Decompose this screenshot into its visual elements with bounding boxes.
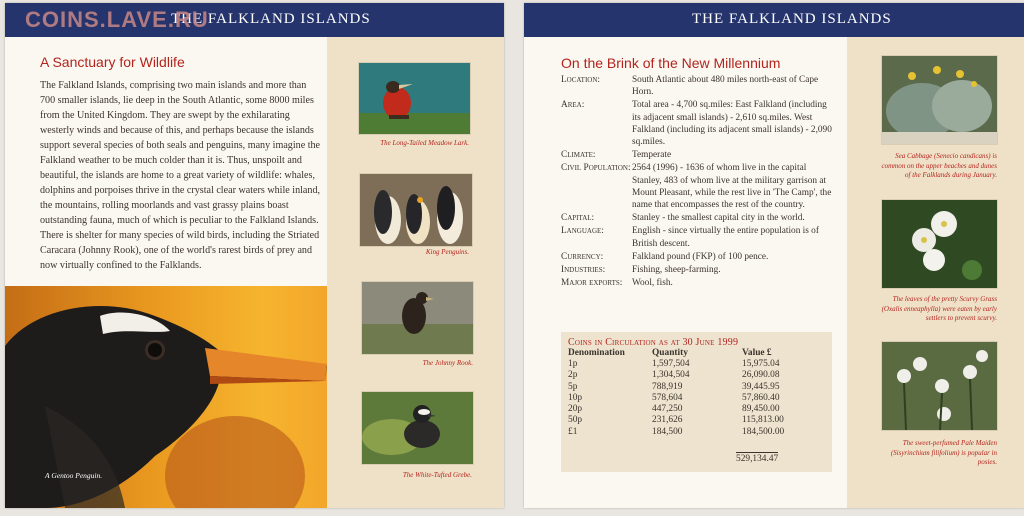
meadow-lark-photo <box>358 62 471 135</box>
fact-value: 2564 (1996) - 1636 of whom live in the capital Stanley, 483 of whom live at the military garrison at Mount Pleasant, while the rest live in 'The Camp', the name that encompasses the rest of the country. <box>632 163 832 211</box>
photo-caption: Sea Cabbage (Senecio candicans) is common on the upper beaches and dunes of the Falklands during January. <box>881 152 997 179</box>
photo-caption: The Johnny Rook. <box>422 359 473 367</box>
coins-title: Coins in Circulation as at 30 June 1999 <box>568 337 739 348</box>
value-cell: 89,450.00 <box>742 404 780 415</box>
value-cell: 57,860.40 <box>742 392 780 403</box>
denomination-cell: 1p <box>568 359 578 369</box>
table-row <box>566 370 822 381</box>
denomination-cell: 5p <box>568 381 578 392</box>
table-row <box>566 404 822 415</box>
quantity-cell: 447,250 <box>652 404 683 415</box>
column-header: Value £ <box>742 348 772 358</box>
quantity-cell: 1,597,504 <box>652 359 690 369</box>
scurvy-grass-photo <box>881 199 998 289</box>
fact-row <box>561 99 832 148</box>
value-cell: 115,813.00 <box>742 415 784 426</box>
table-row <box>566 359 822 370</box>
facts-list <box>561 74 832 290</box>
right-page <box>524 3 1024 508</box>
fact-label: Currency: <box>561 251 604 262</box>
table-row <box>566 415 822 426</box>
fact-label: Major exports: <box>561 278 623 289</box>
gentoo-penguin-photo <box>5 286 327 508</box>
fact-value: English - since virtually the entire population is of British descent. <box>632 226 819 249</box>
value-cell: 39,445.95 <box>742 381 780 392</box>
fact-value: Fishing, sheep-farming. <box>632 265 721 276</box>
quantity-cell: 231,626 <box>652 415 683 426</box>
fact-row <box>561 225 832 249</box>
fact-row <box>561 149 832 161</box>
johnny-rook-photo <box>361 281 474 355</box>
fact-row <box>561 277 832 289</box>
photo-caption: The sweet-perfumed Pale Maiden (Sisyrinchium filifolium) is popular in posies. <box>890 439 997 466</box>
photo-caption: King Penguins. <box>425 248 469 256</box>
photo-caption: The White-Tufted Grebe. <box>402 471 472 479</box>
quantity-cell: 184,500 <box>652 426 683 437</box>
fact-row <box>561 264 832 276</box>
fact-row <box>561 251 832 263</box>
value-cell: 26,090.08 <box>742 370 780 381</box>
coins-table-box <box>561 332 832 472</box>
fact-value: Stanley - the smallest capital city in the world. <box>632 213 805 224</box>
quantity-cell: 1,304,504 <box>652 370 690 381</box>
banner <box>524 3 1024 37</box>
fact-label: Language: <box>561 226 604 237</box>
table-row <box>566 382 822 393</box>
total-value: 529,134.47 <box>736 454 779 464</box>
banner-title: THE FALKLAND ISLANDS <box>171 11 371 27</box>
section-heading: A Sanctuary for Wildlife <box>40 54 185 70</box>
table-row <box>566 393 822 404</box>
denomination-cell: 2p <box>568 370 578 381</box>
king-penguins-photo <box>359 173 473 247</box>
pale-maiden-photo <box>881 341 998 431</box>
fact-label: Climate: <box>561 150 596 161</box>
banner-title: THE FALKLAND ISLANDS <box>692 11 892 27</box>
grebe-photo <box>361 391 474 465</box>
fact-value: Temperate <box>632 150 672 161</box>
body-text: The Falkland Islands, comprising two main islands and more than 700 smaller islands, lie deep in the South Atlantic, some 8000 miles from the United Kingdom. They are swept by the exhilarating westerly winds and because of this, and perhaps because the islands support several species of both seals and penguins, many imagine the Falkland weather to be much colder than it is. Thus, unspoilt and beautiful, the islands are home to a great variety of wildlife: whales, dolphins and porpoises thrive in the crystal clear waters while inland, the mountains, rolling moorlands and vast grassy plains boast outstanding fauna, much of which is peculiar to the Falkland Islands. There is shelter for many species of wild birds, including the Striated Caracara (Johnny Rook), one of the world's rarest birds of prey and now virtually confined to the Falklands. <box>40 80 321 271</box>
denomination-cell: 10p <box>568 392 583 403</box>
value-cell: 15,975.04 <box>742 359 780 369</box>
denomination-cell: £1 <box>568 426 578 437</box>
column-header: Denomination <box>568 348 625 358</box>
fact-value: Total area - 4,700 sq.miles: East Falkland (including its adjacent small islands) - 2,610 sq.miles. West Falkland (including its adjacent small islands) - 2,090 sq.miles. <box>632 100 832 148</box>
penguin-caption: A Gentoo Penguin. <box>45 471 103 480</box>
fact-row <box>561 162 832 211</box>
photo-caption: The leaves of the pretty Scurvy Grass (Oxalis enneaphylla) were eaten by early settlers to prevent scurvy. <box>881 295 997 322</box>
denomination-cell: 20p <box>568 404 583 415</box>
coins-table <box>566 348 822 438</box>
watermark: COINS.LAVE.RU <box>25 7 209 32</box>
photo-caption: The Long-Tailed Meadow Lark. <box>380 139 469 147</box>
fact-label: Capital: <box>561 213 595 224</box>
fact-value: South Atlantic about 480 miles north-east of Cape Horn. <box>632 75 819 98</box>
fact-label: Civil Population: <box>561 163 631 174</box>
fact-value: Falkland pound (FKP) of 100 pence. <box>632 251 769 262</box>
section-heading: On the Brink of the New Millennium <box>561 55 781 71</box>
fact-row <box>561 74 832 98</box>
left-page <box>5 3 504 508</box>
sea-cabbage-photo <box>881 55 998 145</box>
table-row <box>566 427 822 438</box>
fact-value: Wool, fish. <box>632 278 673 289</box>
fact-label: Area: <box>561 100 585 111</box>
fact-row <box>561 212 832 224</box>
value-cell: 184,500.00 <box>742 426 785 437</box>
quantity-cell: 578,604 <box>652 392 683 403</box>
column-header: Quantity <box>652 348 688 358</box>
quantity-cell: 788,919 <box>652 381 683 392</box>
fact-label: Industries: <box>561 265 606 276</box>
fact-label: Location: <box>561 75 600 85</box>
denomination-cell: 50p <box>568 415 583 426</box>
